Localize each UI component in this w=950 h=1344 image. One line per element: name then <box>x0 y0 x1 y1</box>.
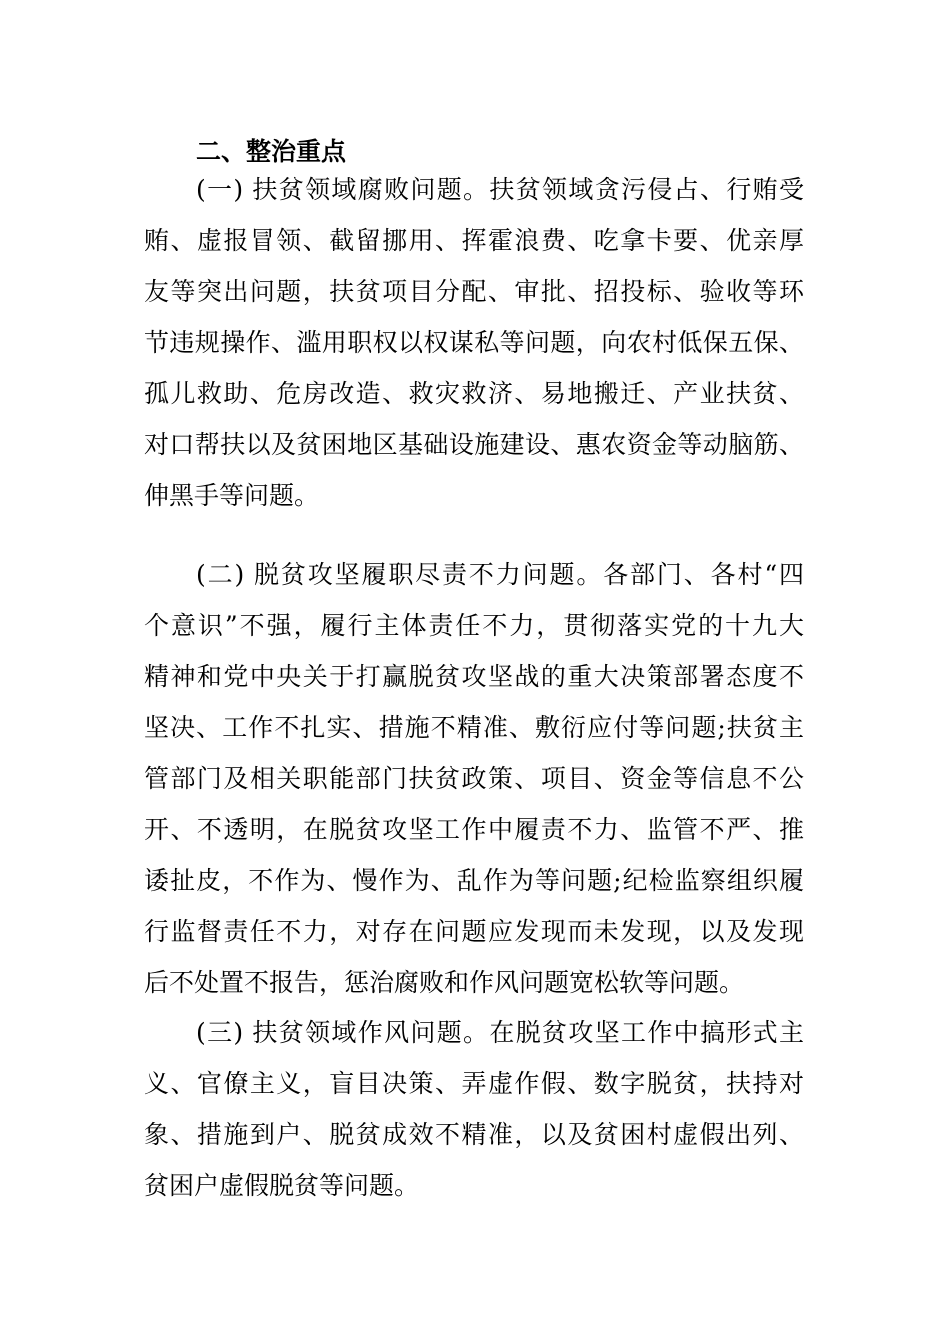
paragraph-line: (一) 扶贫领域腐败问题。扶贫领域贪污侵占、行贿受 <box>196 175 804 204</box>
paragraph-line: 坚决、工作不扎实、措施不精准、敷衍应付等问题;扶贫主 <box>144 713 804 742</box>
paragraph-line: 伸黑手等问题。 <box>144 481 320 510</box>
paragraph-line: 后不处置不报告，惩治腐败和作风问题宽松软等问题。 <box>144 968 745 997</box>
paragraph-2 <box>144 549 804 1008</box>
paragraph-line: 行监督责任不力，对存在问题应发现而未发现，以及发现 <box>144 917 804 946</box>
paragraph-1 <box>144 164 804 521</box>
section-heading: 二、整治重点 <box>196 137 347 166</box>
paragraph-line: 友等突出问题，扶贫项目分配、审批、招投标、验收等环 <box>144 277 804 306</box>
paragraph-line: 象、措施到户、脱贫成效不精准，以及贫困村虚假出列、 <box>144 1120 804 1149</box>
paragraph-line: 个意识”不强，履行主体责任不力，贯彻落实党的十九大 <box>144 611 804 640</box>
paragraph-line: 节违规操作、滥用职权以权谋私等问题，向农村低保五保、 <box>144 328 804 357</box>
paragraph-line: 孤儿救助、危房改造、救灾救济、易地搬迁、产业扶贫、 <box>144 379 804 408</box>
paragraph-line: 贫困户虚假脱贫等问题。 <box>144 1171 420 1200</box>
paragraph-line: 精神和党中央关于打赢脱贫攻坚战的重大决策部署态度不 <box>144 662 804 691</box>
paragraph-line: 义、官僚主义，盲目决策、弄虚作假、数字脱贫，扶持对 <box>144 1069 804 1098</box>
paragraph-line: 管部门及相关职能部门扶贫政策、项目、资金等信息不公 <box>144 764 804 793</box>
paragraph-line: 开、不透明，在脱贫攻坚工作中履责不力、监管不严、推 <box>144 815 804 844</box>
paragraph-line: 诿扯皮，不作为、慢作为、乱作为等问题;纪检监察组织履 <box>144 866 804 895</box>
paragraph-line: 对口帮扶以及贫困地区基础设施建设、惠农资金等动脑筋、 <box>144 430 804 459</box>
paragraph-line: (三) 扶贫领域作风问题。在脱贫攻坚工作中搞形式主 <box>196 1018 804 1047</box>
paragraph-3 <box>144 1007 804 1211</box>
paragraph-line: 贿、虚报冒领、截留挪用、挥霍浪费、吃拿卡要、优亲厚 <box>144 226 804 255</box>
paragraph-line: (二) 脱贫攻坚履职尽责不力问题。各部门、各村“四 <box>196 560 804 589</box>
